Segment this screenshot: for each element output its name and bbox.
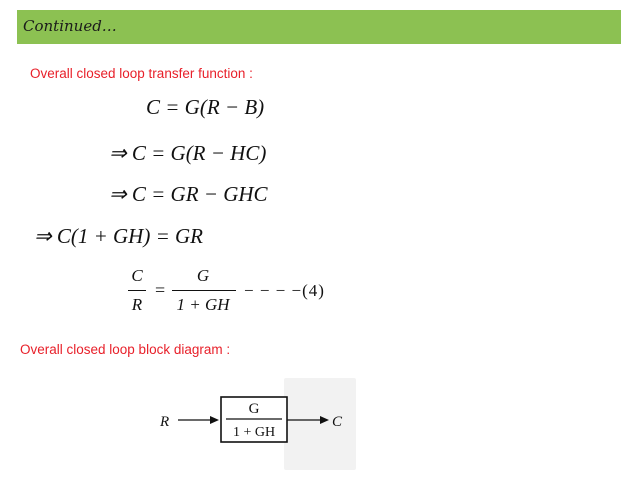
equation-line-2: ⇒ C = G(R − HC) — [109, 141, 267, 165]
output-arrow — [287, 416, 329, 424]
fraction-lhs-numerator: C — [131, 266, 143, 285]
equation-line-1: C = G(R − B) — [146, 95, 265, 119]
caption-block-diagram: Overall closed loop block diagram : — [20, 342, 231, 357]
block-denominator: 1 + GH — [232, 425, 276, 440]
input-label: R — [160, 414, 170, 430]
fraction-equals: = — [155, 280, 166, 300]
input-arrow — [178, 416, 219, 424]
equation-line-3: ⇒ C = GR − GHC — [109, 182, 268, 206]
caption-transfer-function: Overall closed loop transfer function : — [30, 66, 253, 81]
fraction-equation-number: − − − −(4) — [244, 281, 325, 300]
equation-line-4: ⇒ C(1 + GH) = GR — [34, 224, 204, 248]
page-title: Continued… — [23, 17, 117, 35]
fraction-rhs-numerator: G — [196, 266, 210, 285]
fraction-rhs-denominator: 1 + GH — [176, 295, 230, 314]
fraction-lhs-denominator: R — [131, 295, 143, 314]
output-label: C — [332, 414, 343, 430]
block-numerator: G — [248, 401, 260, 417]
